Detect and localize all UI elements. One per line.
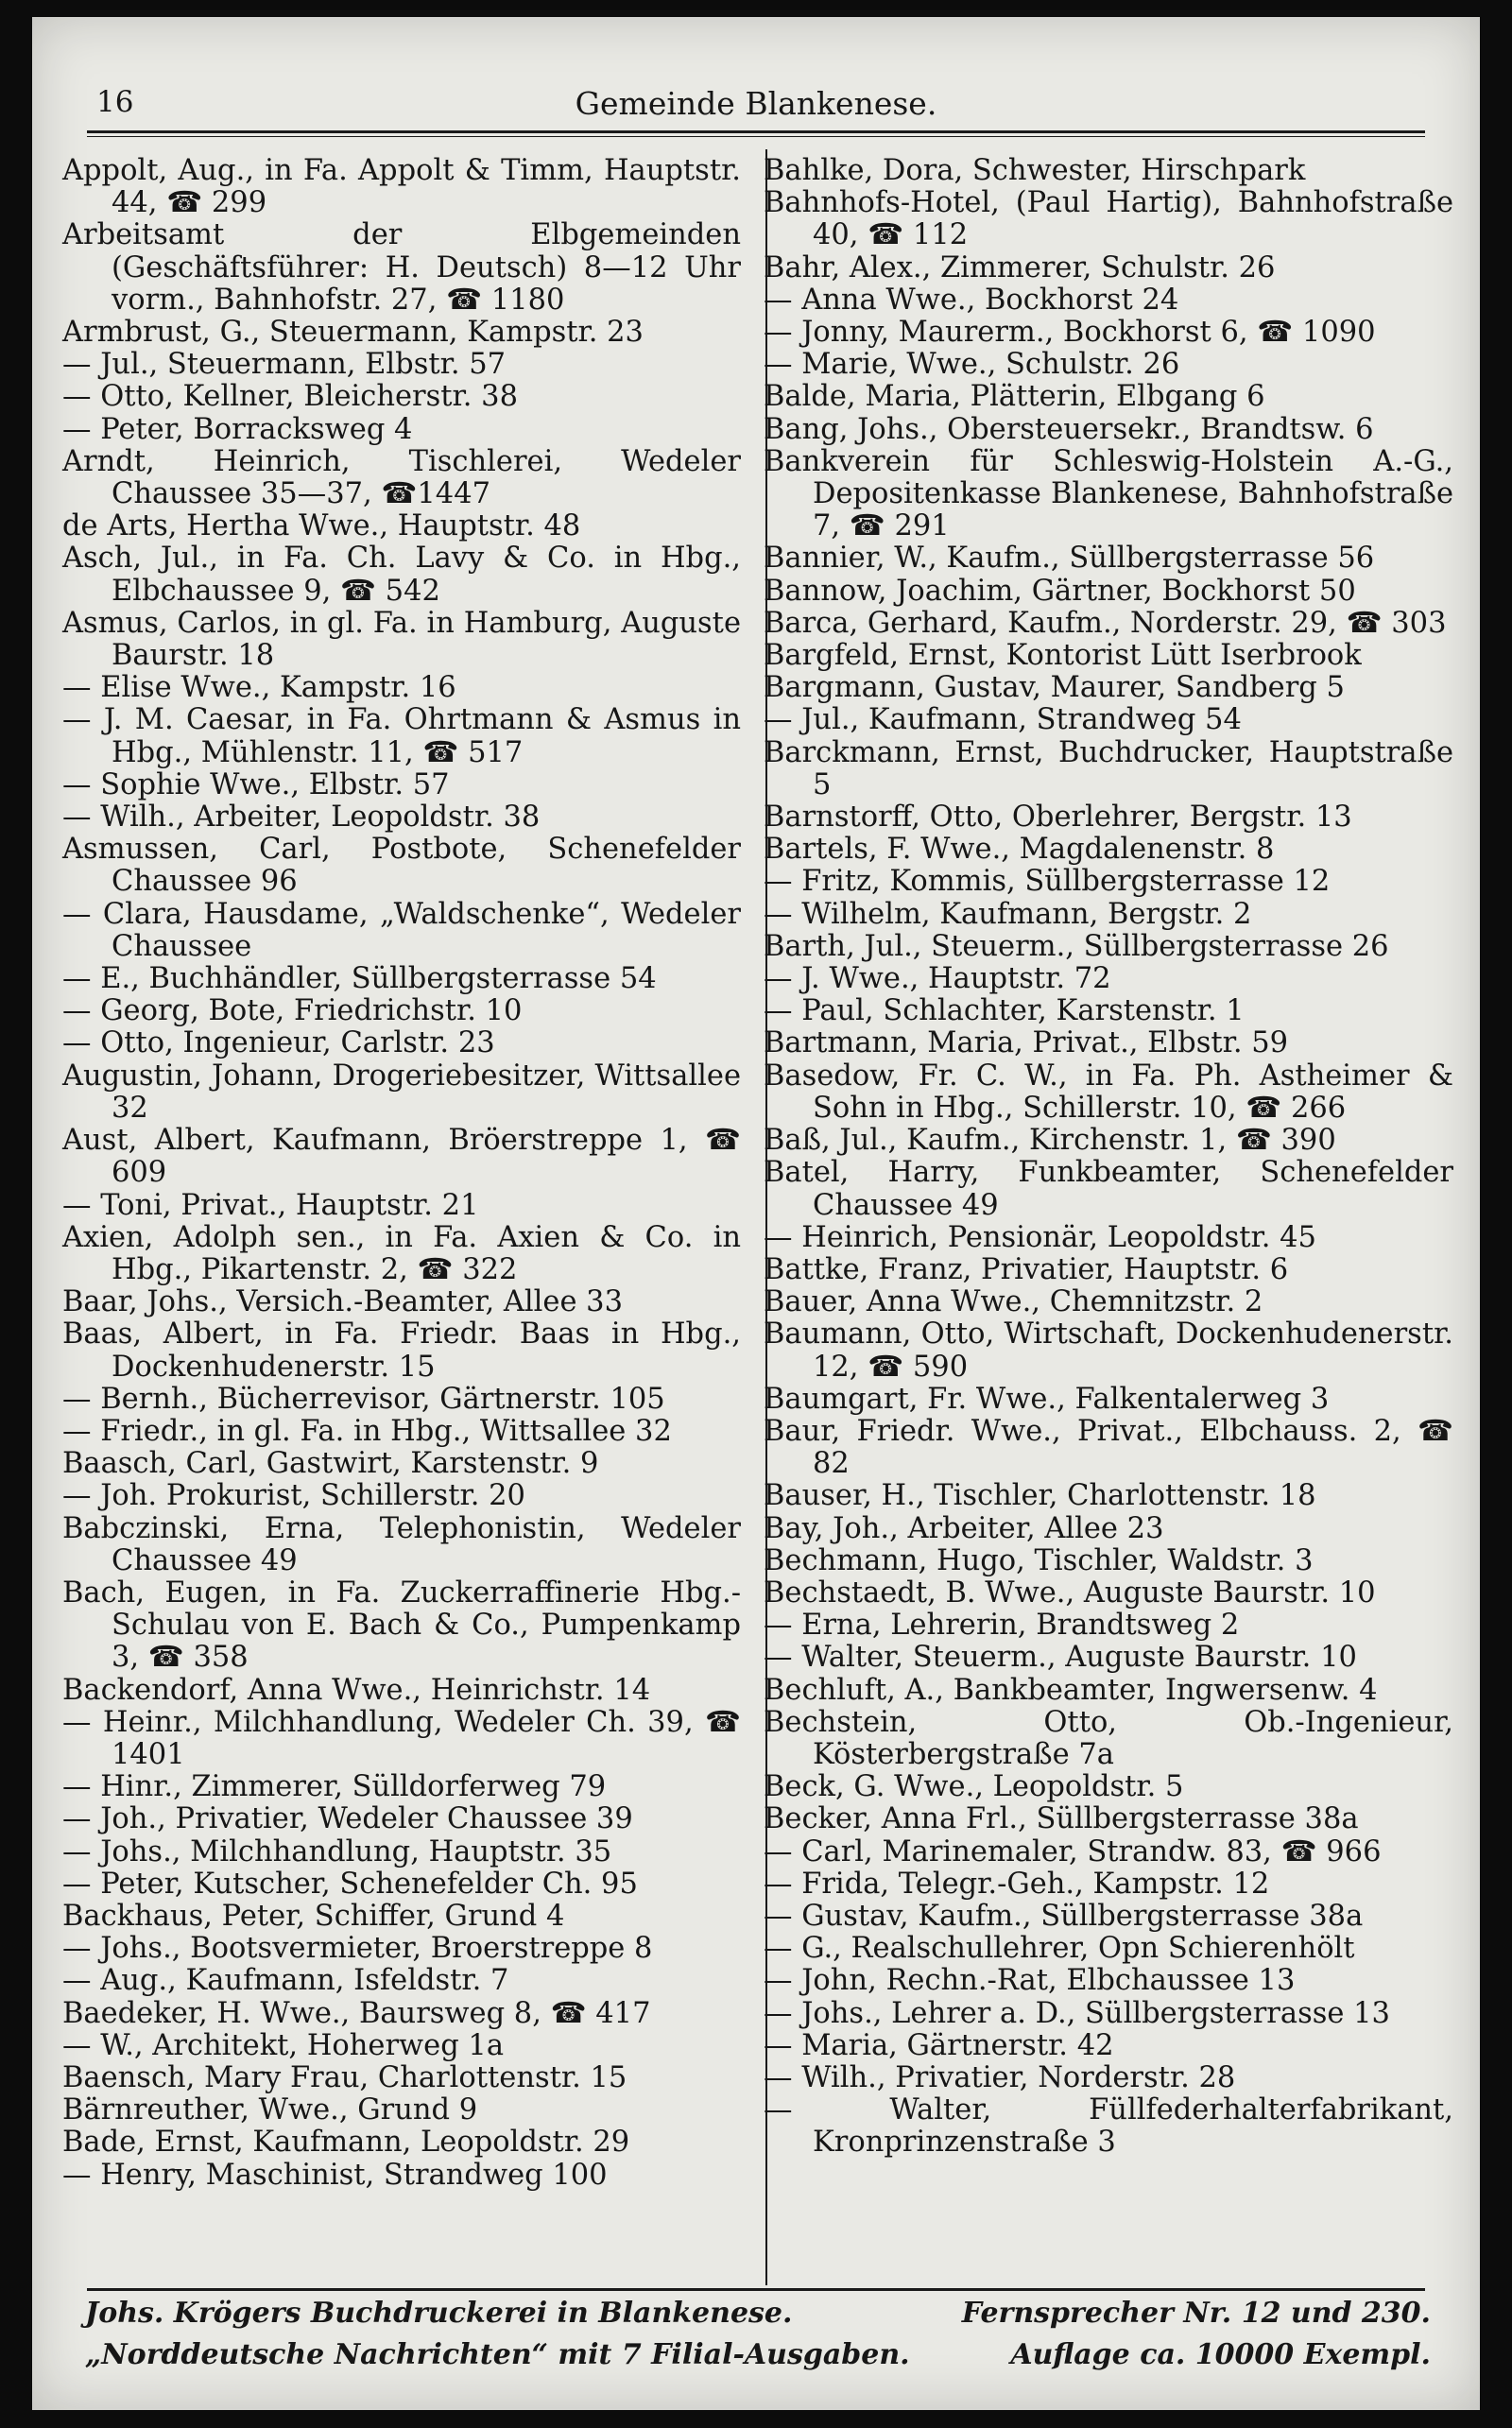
directory-entry: Baar, Johs., Versich.-Beamter, Allee 33 bbox=[62, 1285, 623, 1319]
directory-entry: Barckmann, Ernst, Buchdrucker, Hauptstraße 5 bbox=[764, 735, 1453, 801]
directory-entry: Backendorf, Anna Wwe., Heinrichstr. 14 bbox=[62, 1673, 651, 1707]
directory-entry: — Walter, Steuerm., Auguste Baurstr. 10 bbox=[764, 1641, 1357, 1675]
directory-entry: Baur, Friedr. Wwe., Privat., Elbchauss. 2, ☎ 82 bbox=[764, 1414, 1453, 1481]
directory-entry: Beck, G. Wwe., Leopoldstr. 5 bbox=[764, 1770, 1184, 1804]
directory-entry: Balde, Maria, Plätterin, Elbgang 6 bbox=[764, 380, 1265, 414]
directory-entry: Bach, Eugen, in Fa. Zuckerraffinerie Hbg.-Schulau von E. Bach & Co., Pumpenkamp 3, ☎ 358 bbox=[62, 1576, 741, 1675]
directory-entry: — Anna Wwe., Bockhorst 24 bbox=[764, 283, 1179, 317]
directory-entry: — Fritz, Kommis, Süllbergsterrasse 12 bbox=[764, 865, 1331, 899]
directory-entry: — Elise Wwe., Kampstr. 16 bbox=[62, 671, 456, 705]
directory-entry: — Heinr., Milchhandlung, Wedeler Ch. 39, ☎ 1401 bbox=[62, 1705, 741, 1771]
directory-entry: Bauer, Anna Wwe., Chemnitzstr. 2 bbox=[764, 1285, 1263, 1319]
footer-phone: Fernsprecher Nr. 12 und 230. bbox=[961, 2297, 1431, 2330]
directory-entry: — Paul, Schlachter, Karstenstr. 1 bbox=[764, 994, 1245, 1028]
directory-entry: Appolt, Aug., in Fa. Appolt & Timm, Hauptstr. 44, ☎ 299 bbox=[62, 154, 741, 220]
footer-line-2 bbox=[85, 2334, 1431, 2376]
directory-entry: Bartmann, Maria, Privat., Elbstr. 59 bbox=[764, 1026, 1289, 1060]
directory-entry: — Otto, Ingenieur, Carlstr. 23 bbox=[62, 1026, 495, 1060]
directory-entry: Bechmann, Hugo, Tischler, Waldstr. 3 bbox=[764, 1543, 1314, 1577]
page-title: Gemeinde Blankenese. bbox=[575, 85, 937, 122]
directory-entry: — Peter, Borracksweg 4 bbox=[62, 412, 413, 446]
directory-entry: — Sophie Wwe., Elbstr. 57 bbox=[62, 767, 450, 801]
directory-entry: Bannier, W., Kaufm., Süllbergsterrasse 56 bbox=[764, 542, 1375, 576]
footer-line-1 bbox=[85, 2293, 1431, 2334]
directory-entry: — J. M. Caesar, in Fa. Ohrtmann & Asmus in Hbg., Mühlenstr. 11, ☎ 517 bbox=[62, 703, 741, 769]
directory-entry: — Maria, Gärtnerstr. 42 bbox=[764, 2028, 1114, 2062]
directory-entry: Bargmann, Gustav, Maurer, Sandberg 5 bbox=[764, 671, 1345, 705]
directory-entry: — Clara, Hausdame, „Waldschenke“, Wedeler Chaussee bbox=[62, 897, 741, 963]
directory-entry: — Johs., Milchhandlung, Hauptstr. 35 bbox=[62, 1834, 612, 1868]
directory-entry: Asmus, Carlos, in gl. Fa. in Hamburg, Auguste Baurstr. 18 bbox=[62, 606, 741, 673]
directory-entry: — Friedr., in gl. Fa. in Hbg., Wittsallee 32 bbox=[62, 1414, 672, 1448]
directory-entry: Baumann, Otto, Wirtschaft, Dockenhudenerstr. 12, ☎ 590 bbox=[764, 1317, 1453, 1384]
directory-entry: Bang, Johs., Obersteuersekr., Brandtsw. 6 bbox=[764, 412, 1374, 446]
directory-entry: de Arts, Hertha Wwe., Hauptstr. 48 bbox=[62, 509, 581, 543]
directory-entry: — Henry, Maschinist, Strandweg 100 bbox=[62, 2158, 608, 2192]
directory-entry: — J. Wwe., Hauptstr. 72 bbox=[764, 962, 1111, 996]
directory-entry: Arndt, Heinrich, Tischlerei, Wedeler Chaussee 35—37, ☎1447 bbox=[62, 444, 741, 511]
directory-entry: Becker, Anna Frl., Süllbergsterrasse 38a bbox=[764, 1802, 1359, 1836]
left-column bbox=[62, 155, 741, 2192]
directory-entry: Babczinski, Erna, Telephonistin, Wedeler Chaussee 49 bbox=[62, 1511, 741, 1577]
directory-entry: Axien, Adolph sen., in Fa. Axien & Co. in Hbg., Pikartenstr. 2, ☎ 322 bbox=[62, 1220, 741, 1286]
directory-entry: Bahr, Alex., Zimmerer, Schulstr. 26 bbox=[764, 250, 1276, 284]
header-rule-thin bbox=[87, 136, 1425, 137]
footer-advert bbox=[85, 2293, 1431, 2376]
directory-entry: Asmussen, Carl, Postbote, Schenefelder Chaussee 96 bbox=[62, 833, 741, 899]
footer-printer: Johs. Krögers Buchdruckerei in Blankenese. bbox=[85, 2297, 793, 2330]
directory-entry: — Georg, Bote, Friedrichstr. 10 bbox=[62, 994, 523, 1028]
directory-entry: — Jul., Kaufmann, Strandweg 54 bbox=[764, 703, 1242, 737]
directory-entry: Bechstaedt, B. Wwe., Auguste Baurstr. 10 bbox=[764, 1576, 1376, 1610]
directory-entry: Barth, Jul., Steuerm., Süllbergsterrasse 26 bbox=[764, 929, 1389, 963]
directory-entry: — Heinrich, Pensionär, Leopoldstr. 45 bbox=[764, 1220, 1316, 1254]
directory-entry: Bauser, H., Tischler, Charlottenstr. 18 bbox=[764, 1479, 1316, 1513]
directory-entry: Bechluft, A., Bankbeamter, Ingwersenw. 4 bbox=[764, 1673, 1378, 1707]
directory-entry: Bankverein für Schleswig-Holstein A.-G., Depositenkasse Blankenese, Bahnhofstraße 7, ☎ 291 bbox=[764, 444, 1453, 543]
directory-entry: Batel, Harry, Funkbeamter, Schenefelder Chaussee 49 bbox=[764, 1156, 1453, 1222]
directory-entry: Barca, Gerhard, Kaufm., Norderstr. 29, ☎ 303 bbox=[764, 606, 1447, 640]
directory-entry: — Johs., Lehrer a. D., Süllbergsterrasse 13 bbox=[764, 1996, 1390, 2030]
directory-entry: Augustin, Johann, Drogeriebesitzer, Wittsallee 32 bbox=[62, 1059, 741, 1125]
directory-entry: — Marie, Wwe., Schulstr. 26 bbox=[764, 348, 1180, 382]
directory-entry: Bay, Joh., Arbeiter, Allee 23 bbox=[764, 1511, 1164, 1545]
directory-entry: — Bernh., Bücherrevisor, Gärtnerstr. 105 bbox=[62, 1382, 665, 1416]
directory-entry: Basedow, Fr. C. W., in Fa. Ph. Astheimer & Sohn in Hbg., Schillerstr. 10, ☎ 266 bbox=[764, 1059, 1453, 1125]
directory-entry: Bahnhofs-Hotel, (Paul Hartig), Bahnhofstraße 40, ☎ 112 bbox=[764, 186, 1453, 252]
directory-entry: — W., Architekt, Hoherweg 1a bbox=[62, 2028, 505, 2062]
footer-newspaper: „Norddeutsche Nachrichten“ mit 7 Filial-Ausgaben. bbox=[85, 2338, 910, 2371]
directory-entry: — Wilh., Privatier, Norderstr. 28 bbox=[764, 2060, 1236, 2094]
directory-entry: — John, Rechn.-Rat, Elbchaussee 13 bbox=[764, 1964, 1296, 1998]
directory-entry: Bartels, F. Wwe., Magdalenenstr. 8 bbox=[764, 833, 1275, 867]
directory-entry: Asch, Jul., in Fa. Ch. Lavy & Co. in Hbg., Elbchaussee 9, ☎ 542 bbox=[62, 542, 741, 608]
directory-entry: — Wilh., Arbeiter, Leopoldstr. 38 bbox=[62, 801, 541, 835]
directory-entry: Aust, Albert, Kaufmann, Bröerstreppe 1, ☎ 609 bbox=[62, 1124, 741, 1190]
directory-entry: — Joh. Prokurist, Schillerstr. 20 bbox=[62, 1479, 525, 1513]
directory-entry: Baensch, Mary Frau, Charlottenstr. 15 bbox=[62, 2060, 627, 2094]
directory-entry: — Erna, Lehrerin, Brandtsweg 2 bbox=[764, 1609, 1240, 1643]
directory-entry: Barnstorff, Otto, Oberlehrer, Bergstr. 13 bbox=[764, 801, 1352, 835]
directory-entry: Baas, Albert, in Fa. Friedr. Baas in Hbg., Dockenhudenerstr. 15 bbox=[62, 1317, 741, 1384]
directory-entry: — Jul., Steuermann, Elbstr. 57 bbox=[62, 348, 507, 382]
directory-entry: — Joh., Privatier, Wedeler Chaussee 39 bbox=[62, 1802, 633, 1836]
directory-entry: Baedeker, H. Wwe., Baursweg 8, ☎ 417 bbox=[62, 1996, 651, 2030]
directory-entry: Bannow, Joachim, Gärtner, Bockhorst 50 bbox=[764, 574, 1356, 608]
directory-entry: Bechstein, Otto, Ob.-Ingenieur, Kösterbergstraße 7a bbox=[764, 1705, 1453, 1771]
directory-page bbox=[32, 17, 1480, 2410]
directory-entry: — Peter, Kutscher, Schenefelder Ch. 95 bbox=[62, 1867, 638, 1901]
directory-entry: Armbrust, G., Steuermann, Kampstr. 23 bbox=[62, 316, 644, 350]
directory-entry: Baasch, Carl, Gastwirt, Karstenstr. 9 bbox=[62, 1447, 599, 1481]
directory-entry: Bade, Ernst, Kaufmann, Leopoldstr. 29 bbox=[62, 2126, 630, 2160]
directory-entry: — Wilhelm, Kaufmann, Bergstr. 2 bbox=[764, 897, 1252, 931]
footer-circulation: Auflage ca. 10000 Exempl. bbox=[1010, 2338, 1431, 2371]
directory-entry: — Jonny, Maurerm., Bockhorst 6, ☎ 1090 bbox=[764, 316, 1376, 350]
header-rule bbox=[87, 130, 1425, 133]
footer-rule bbox=[87, 2288, 1425, 2291]
right-column bbox=[764, 155, 1453, 2160]
directory-entry: — Frida, Telegr.-Geh., Kampstr. 12 bbox=[764, 1867, 1270, 1901]
directory-entry: — E., Buchhändler, Süllbergsterrasse 54 bbox=[62, 962, 657, 996]
directory-entry: — Toni, Privat., Hauptstr. 21 bbox=[62, 1188, 479, 1222]
directory-entry: Battke, Franz, Privatier, Hauptstr. 6 bbox=[764, 1252, 1289, 1286]
directory-entry: Arbeitsamt der Elbgemeinden (Geschäftsführer: H. Deutsch) 8—12 Uhr vorm., Bahnhofstr. 27, ☎ 1180 bbox=[62, 218, 741, 317]
directory-entry: Backhaus, Peter, Schiffer, Grund 4 bbox=[62, 1899, 565, 1933]
directory-entry: Bargfeld, Ernst, Kontorist Lütt Iserbrook bbox=[764, 639, 1362, 673]
page-number: 16 bbox=[96, 85, 134, 119]
directory-entry: Baß, Jul., Kaufm., Kirchenstr. 1, ☎ 390 bbox=[764, 1124, 1336, 1158]
directory-entry: — G., Realschullehrer, Opn Schierenhölt bbox=[764, 1932, 1355, 1966]
directory-entry: — Gustav, Kaufm., Süllbergsterrasse 38a bbox=[764, 1899, 1364, 1933]
page-header bbox=[85, 76, 1427, 125]
directory-entry: — Walter, Füllfederhalterfabrikant, Kronprinzenstraße 3 bbox=[764, 2093, 1453, 2160]
directory-entry: Bahlke, Dora, Schwester, Hirschpark bbox=[764, 154, 1306, 187]
directory-entry: Baumgart, Fr. Wwe., Falkentalerweg 3 bbox=[764, 1382, 1330, 1416]
directory-entry: Bärnreuther, Wwe., Grund 9 bbox=[62, 2093, 478, 2127]
directory-entry: — Aug., Kaufmann, Isfeldstr. 7 bbox=[62, 1964, 509, 1998]
directory-entry: — Hinr., Zimmerer, Sülldorferweg 79 bbox=[62, 1770, 607, 1804]
directory-entry: — Johs., Bootsvermieter, Broerstreppe 8 bbox=[62, 1932, 653, 1966]
directory-entry: — Carl, Marinemaler, Strandw. 83, ☎ 966 bbox=[764, 1834, 1382, 1868]
directory-entry: — Otto, Kellner, Bleicherstr. 38 bbox=[62, 380, 518, 414]
